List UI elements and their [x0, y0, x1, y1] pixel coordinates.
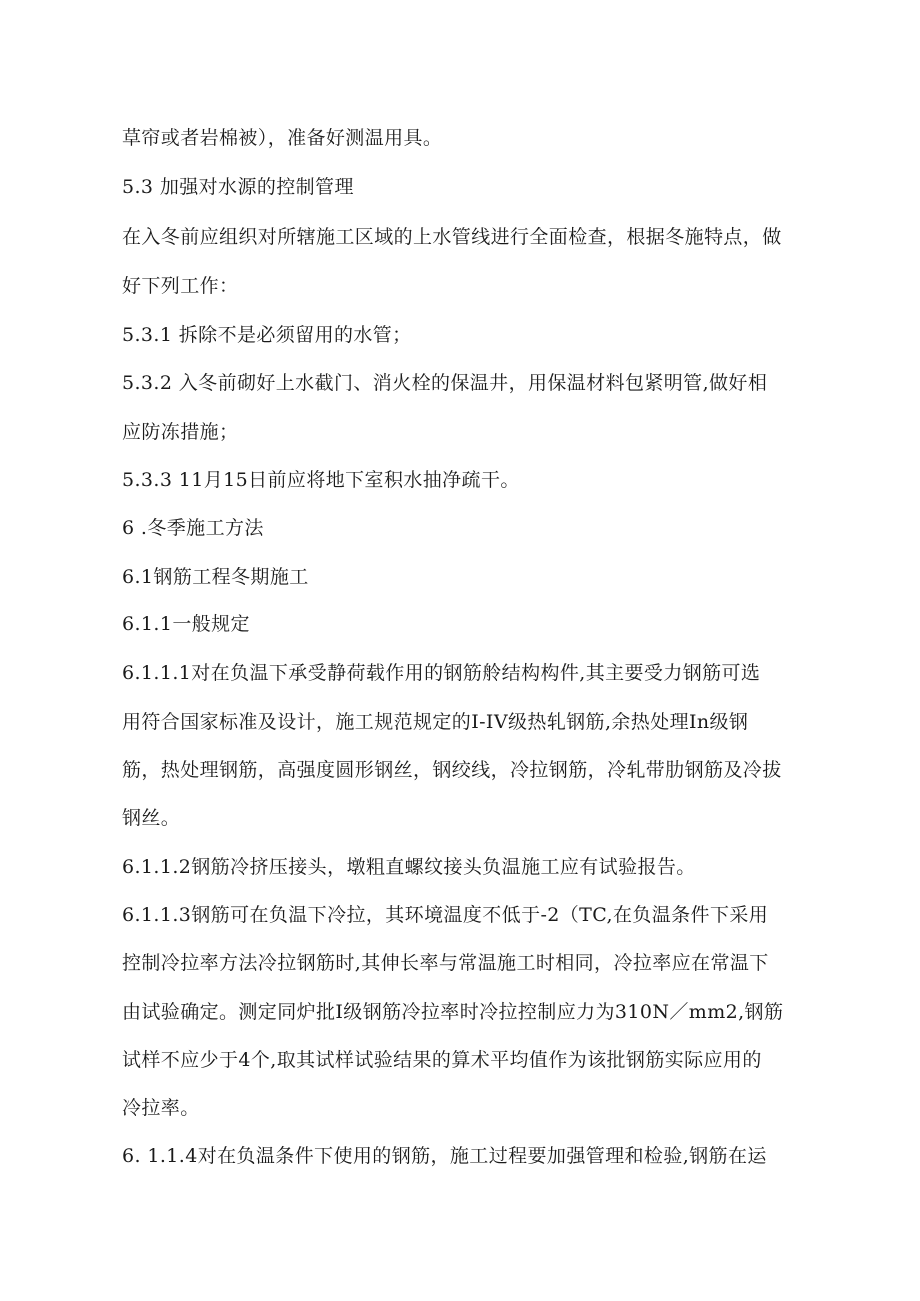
section-heading: 6 .冬季施工方法	[122, 517, 264, 539]
text-line: 用符合国家标准及设计，施工规范规定的I-IV级热轧钢筋,余热处理In级钢	[122, 711, 749, 733]
text-line: 5.3.3 11月15日前应将地下室积水抽净疏干。	[122, 469, 520, 491]
text-line: 6. 1.1.4对在负温条件下使用的钢筋，施工过程要加强管理和检验,钢筋在运	[122, 1145, 767, 1167]
text-line: 草帘或者岩棉被），准备好测温用具。	[122, 127, 443, 149]
section-heading: 6.1.1一般规定	[122, 613, 250, 635]
text-line: 试样不应少于4个,取其试样试验结果的算术平均值作为该批钢筋实际应用的	[122, 1049, 762, 1071]
text-line: 冷拉率。	[122, 1097, 200, 1119]
text-line: 在入冬前应组织对所辖施工区域的上水管线进行全面检查，根据冬施特点，做	[122, 226, 782, 248]
text-line: 控制冷拉率方法冷拉钢筋时,其伸长率与常温施工时相同，冷拉率应在常温下	[122, 952, 769, 974]
text-line: 5.3.1 拆除不是必须留用的水管；	[122, 324, 412, 346]
text-line: 6.1.1.1对在负温下承受静荷载作用的钢筋舲结构构件,其主要受力钢筋可选	[122, 662, 761, 684]
text-line: 由试验确定。测定同炉批Ⅰ级钢筋冷拉率时冷拉控制应力为310N／mm2,钢筋	[122, 1001, 784, 1023]
text-line: 6.1.1.3钢筋可在负温下冷拉，其环境温度不低于-2（TC,在负温条件下采用	[122, 904, 769, 926]
text-line: 应防冻措施；	[122, 421, 239, 443]
text-line: 6.1.1.2钢筋冷挤压接头，墩粗直螺纹接头负温施工应有试验报告。	[122, 856, 696, 878]
section-heading: 6.1钢筋工程冬期施工	[122, 566, 309, 588]
text-line: 好下列工作：	[122, 275, 239, 297]
text-line: 筋，热处理钢筋，高强度圆形钢丝，钢绞线，冷拉钢筋，冷轧带肋钢筋及冷拔	[122, 759, 782, 781]
section-heading: 5.3 加强对水源的控制管理	[122, 176, 354, 198]
text-line: 5.3.2 入冬前砌好上水截门、消火栓的保温井，用保温材料包紧明管,做好相	[122, 372, 768, 394]
text-line: 钢丝。	[122, 807, 181, 829]
